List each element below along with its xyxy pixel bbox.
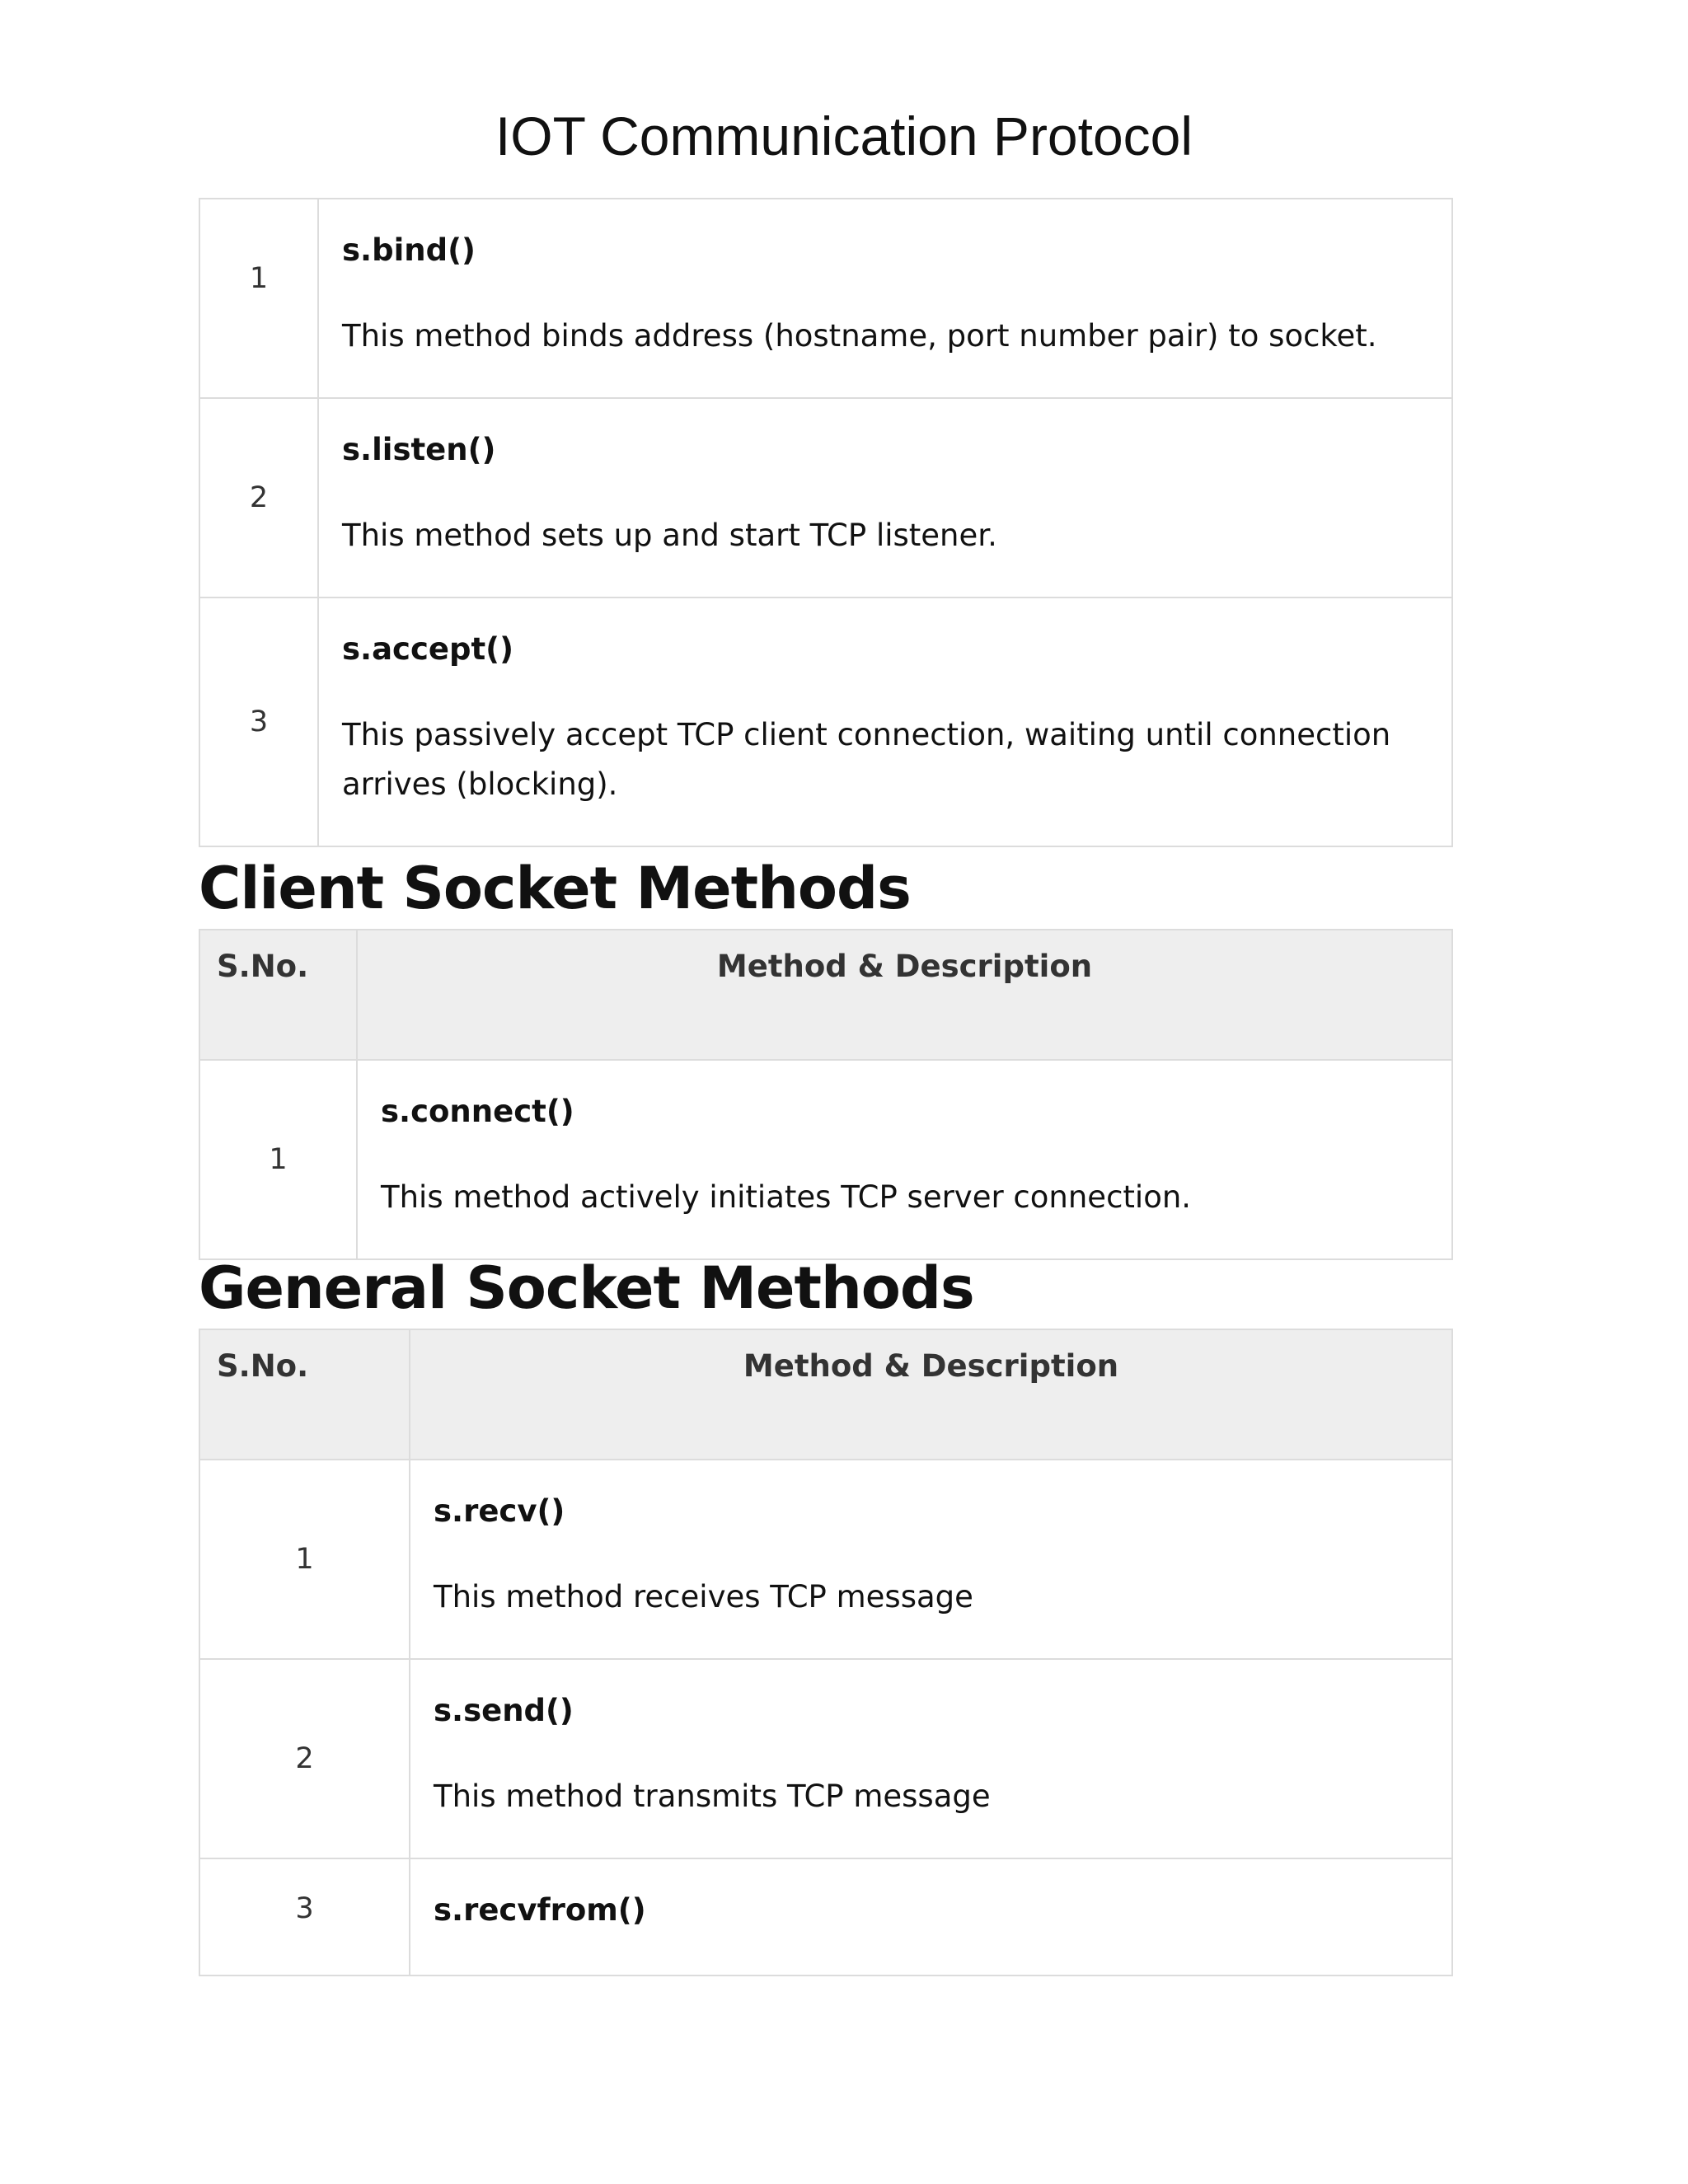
- method-description: This passively accept TCP client connection, waiting until connection arrives (blocking).: [342, 717, 1391, 802]
- row-number: 1: [199, 199, 318, 398]
- method-description: This method actively initiates TCP server connection.: [381, 1179, 1192, 1215]
- table-row: [199, 1659, 1452, 1858]
- header-method-description: Method & Description: [410, 1329, 1452, 1460]
- header-method-description: Method & Description: [357, 930, 1452, 1060]
- page-title: IOT Communication Protocol: [495, 105, 1193, 166]
- row-number: 2: [199, 398, 318, 598]
- table-row: [199, 1060, 1452, 1259]
- method-cell: [357, 1060, 1452, 1259]
- table-row: [199, 1460, 1452, 1659]
- table-row: [199, 199, 1452, 398]
- method-cell: [318, 598, 1452, 846]
- table-header-row: [199, 1329, 1452, 1460]
- row-number: 3: [199, 598, 318, 846]
- method-cell: [318, 398, 1452, 598]
- method-description: This method receives TCP message: [434, 1579, 973, 1615]
- table-row: [199, 1858, 1452, 1975]
- table-header-row: [199, 930, 1452, 1060]
- table-row: [199, 598, 1452, 846]
- server-methods-table: [199, 198, 1453, 847]
- method-name: s.recvfrom(): [434, 1892, 646, 1928]
- method-name: s.bind(): [342, 232, 476, 268]
- method-name: s.accept(): [342, 631, 513, 667]
- method-name: s.listen(): [342, 432, 496, 467]
- client-section-heading: Client Socket Methods: [199, 855, 911, 922]
- row-number: 1: [199, 1060, 357, 1259]
- method-cell: [410, 1659, 1452, 1858]
- row-number: 2: [199, 1659, 410, 1858]
- method-cell: [410, 1460, 1452, 1659]
- method-cell: [410, 1858, 1452, 1975]
- method-description: This method binds address (hostname, port number pair) to socket.: [342, 318, 1377, 354]
- method-cell: [318, 199, 1452, 398]
- table-row: [199, 398, 1452, 598]
- row-number: 1: [199, 1460, 410, 1659]
- row-number: 3: [199, 1858, 410, 1975]
- header-sno: S.No.: [199, 1329, 410, 1460]
- general-methods-table: [199, 1329, 1453, 1976]
- method-name: s.recv(): [434, 1493, 565, 1529]
- method-name: s.connect(): [381, 1094, 574, 1129]
- method-description: This method sets up and start TCP listener.: [342, 518, 997, 553]
- header-sno: S.No.: [199, 930, 357, 1060]
- general-section-heading: General Socket Methods: [199, 1254, 974, 1322]
- method-name: s.send(): [434, 1693, 574, 1728]
- method-description: This method transmits TCP message: [434, 1779, 991, 1814]
- client-methods-table: [199, 929, 1453, 1260]
